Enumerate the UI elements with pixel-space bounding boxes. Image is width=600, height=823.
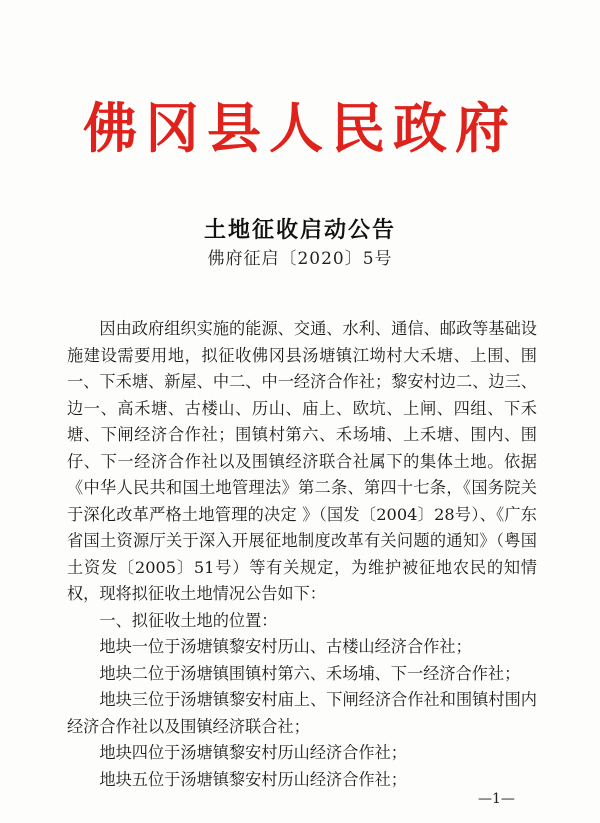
parcel-item: 地块三位于汤塘镇黎安村庙上、下闸经济合作社和围镇村围内经济合作社以及围镇经济联合社； (67, 690, 537, 736)
intro-paragraph: 因由政府组织实施的能源、交通、水利、通信、邮政等基础设施建设需要用地，拟征收佛冈县汤塘镇江坳村大禾塘、上围、围一、下禾塘、新屋、中二、中一经济合作社；黎安村边二、边三、边一、高禾塘、古楼山、历山、庙上、欧坑、上闸、四组、下禾塘、下闸经济合作社；围镇村第六、禾场埔、上禾塘、围内、围仔、下一经济合作社以及围镇经济联合社属下的集体土地。依据《中华人民共和国土地管理法》第二条、第四十七条，《国务院关于深化改革严格土地管理的决定 》（国发〔2004〕28号）、《广东省国土资源厅关于深入开展征地制度改革有关问题的通知》（粤国土资发〔2005〕51号）等有关规定，为维护被征地农民的知情权，现将拟征收土地情况公告如下： (67, 319, 537, 603)
document-number: 佛府征启〔2020〕5号 (207, 249, 393, 269)
parcel-item: 地块一位于汤塘镇黎安村历山、古楼山经济合作社； (99, 637, 472, 656)
section-heading-location: 一、拟征收土地的位置： (99, 610, 278, 630)
notice-title: 土地征收启动公告 (203, 217, 396, 243)
parcel-item: 地块四位于汤塘镇黎安村历山经济合作社； (99, 743, 407, 762)
notice-body (67, 316, 537, 793)
page-number: —1— (478, 791, 515, 807)
parcel-item: 地块五位于汤塘镇黎安村历山经济合作社； (99, 769, 407, 789)
agency-masthead: 佛冈县人民政府 (83, 96, 517, 160)
parcel-item: 地块二位于汤塘镇围镇村第六、禾场埔、下一经济合作社； (99, 663, 521, 683)
